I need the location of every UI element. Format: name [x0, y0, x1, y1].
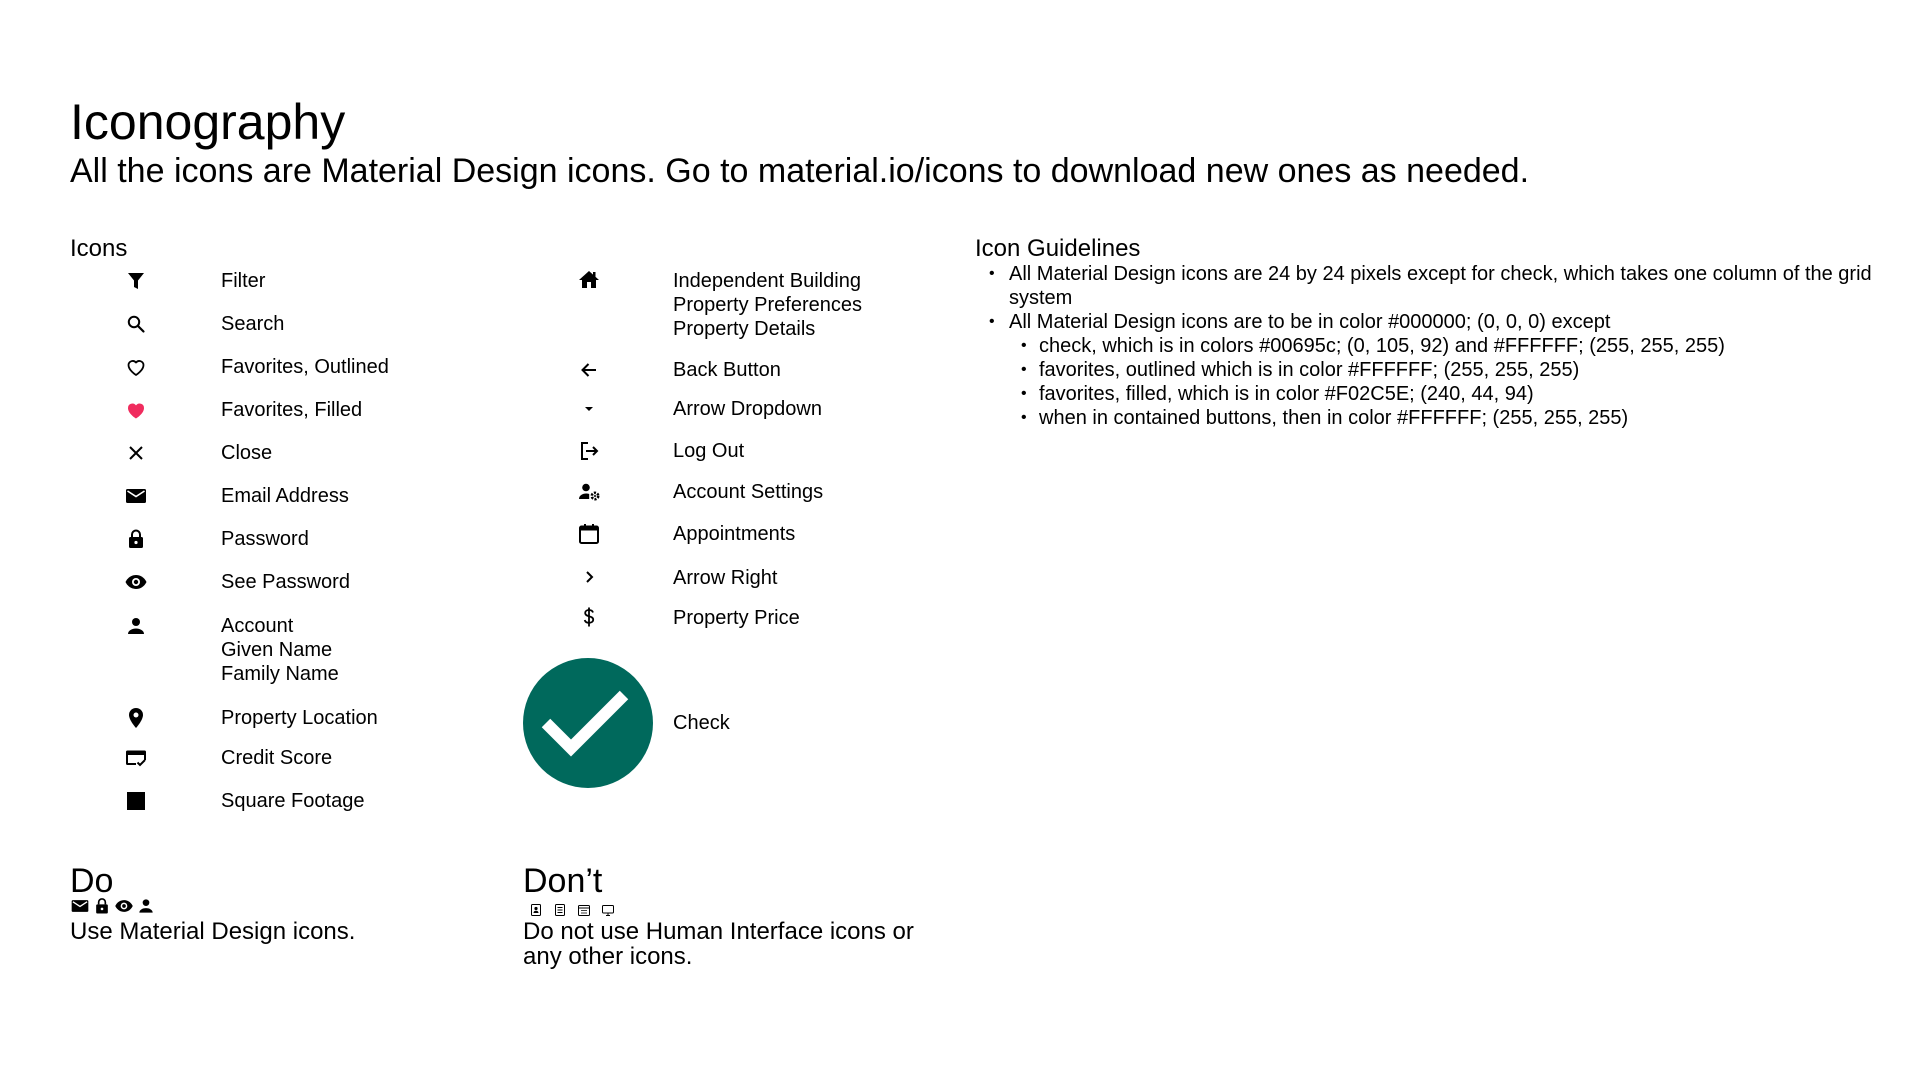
logout-icon	[577, 439, 601, 463]
account-settings-icon	[577, 480, 601, 504]
guideline-item	[977, 310, 1877, 430]
guideline-item	[977, 262, 1877, 310]
label-favorites-outlined: Favorites, Outlined	[221, 356, 389, 378]
guidelines-heading: Icon Guidelines	[975, 235, 1141, 262]
eye-icon	[114, 896, 134, 916]
dont-icon-row	[529, 903, 625, 917]
arrow-back-icon	[577, 358, 601, 382]
email-icon	[124, 484, 148, 508]
label-email-address: Email Address	[221, 485, 349, 507]
label-back-button: Back Button	[673, 359, 781, 381]
label-account-line: Account	[221, 615, 294, 637]
label-appointments: Appointments	[673, 523, 796, 545]
label-log-out: Log Out	[673, 440, 745, 462]
calendar-icon	[577, 522, 601, 546]
label-close: Close	[221, 442, 273, 464]
guideline-subitem: • favorites, outlined which is in color #FFFFFF; (255, 255, 255)	[1009, 358, 1877, 382]
label-account-settings: Account Settings	[673, 481, 824, 503]
hig-contact-icon	[529, 903, 543, 917]
do-icon-row	[70, 896, 158, 916]
arrow-dropdown-icon	[577, 397, 601, 421]
label-see-password: See Password	[221, 571, 350, 593]
label-credit-score: Credit Score	[221, 747, 333, 769]
person-icon	[124, 614, 148, 638]
hig-display-icon	[601, 903, 615, 917]
favorite-filled-icon	[124, 398, 148, 422]
person-icon	[136, 896, 156, 916]
page-title: Iconography	[70, 94, 346, 150]
label-search: Search	[221, 313, 285, 335]
label-arrow-right: Arrow Right	[673, 567, 778, 589]
label-property-location: Property Location	[221, 707, 378, 729]
label-property-price: Property Price	[673, 607, 800, 629]
label-home	[673, 269, 862, 341]
label-arrow-dropdown: Arrow Dropdown	[673, 398, 822, 420]
location-pin-icon	[124, 706, 148, 730]
home-icon	[577, 268, 601, 292]
label-independent-building: Independent Building	[673, 270, 861, 292]
guideline-subitem: • when in contained buttons, then in color #FFFFFF; (255, 255, 255)	[1009, 406, 1877, 430]
hig-doc-icon	[553, 903, 567, 917]
chevron-right-icon	[577, 565, 601, 589]
dont-text-line: Do not use Human Interface icons or	[523, 918, 914, 945]
check-circle-icon	[523, 658, 653, 788]
hig-calendar-icon	[577, 903, 591, 917]
lock-icon	[124, 527, 148, 551]
icons-heading: Icons	[70, 235, 128, 262]
page-subtitle: All the icons are Material Design icons. Go to material.io/icons to download new ones as needed.	[70, 152, 1530, 190]
label-square-footage: Square Footage	[221, 790, 365, 812]
label-property-details: Property Details	[673, 318, 816, 340]
guideline-subitem: • check, which is in colors #00695c; (0, 105, 92) and #FFFFFF; (255, 255, 255)	[1009, 334, 1877, 358]
label-property-preferences: Property Preferences	[673, 294, 862, 316]
guideline-subitem: • favorites, filled, which is in color #F02C5E; (240, 44, 94)	[1009, 382, 1877, 406]
favorite-outline-icon	[124, 355, 148, 379]
guidelines-list	[977, 262, 1877, 430]
guideline-text: All Material Design icons are 24 by 24 pixels except for check, which takes one column of the grid system	[1009, 263, 1872, 309]
close-icon	[124, 441, 148, 465]
label-check: Check	[673, 712, 730, 734]
guideline-text: All Material Design icons are to be in color #000000; (0, 0, 0) except	[1009, 311, 1611, 333]
dollar-icon	[577, 605, 601, 629]
dont-text	[523, 919, 914, 969]
label-password: Password	[221, 528, 309, 550]
label-favorites-filled: Favorites, Filled	[221, 399, 363, 421]
label-family-name-line: Family Name	[221, 663, 339, 685]
filter-icon	[124, 269, 148, 293]
dont-heading: Don’t	[523, 862, 603, 900]
square-icon	[124, 789, 148, 813]
lock-icon	[92, 896, 112, 916]
search-icon	[124, 312, 148, 336]
label-account	[221, 614, 339, 686]
eye-icon	[124, 570, 148, 594]
do-heading: Do	[70, 862, 114, 900]
dont-text-line: any other icons.	[523, 943, 693, 970]
label-filter: Filter	[221, 270, 266, 292]
label-given-name-line: Given Name	[221, 639, 333, 661]
credit-score-icon	[124, 746, 148, 770]
do-text: Use Material Design icons.	[70, 918, 356, 945]
email-icon	[70, 896, 90, 916]
